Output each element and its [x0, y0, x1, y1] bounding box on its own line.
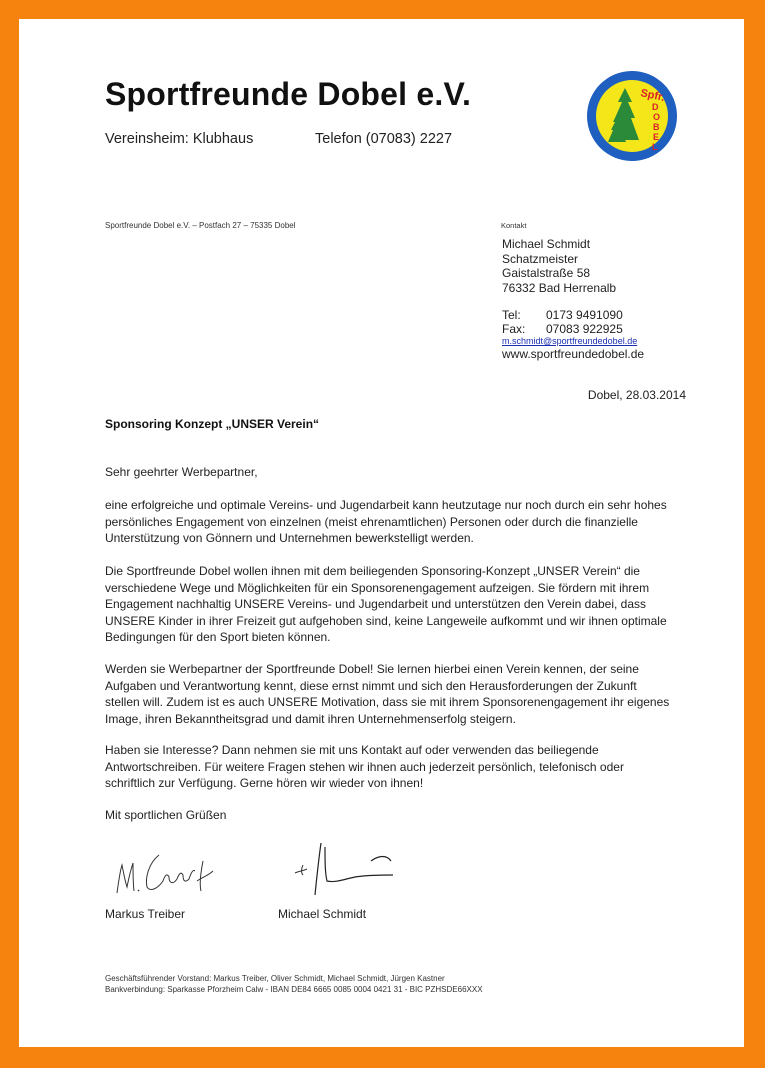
organization-title: Sportfreunde Dobel e.V. — [105, 76, 472, 112]
tel-number: 0173 9491090 — [546, 308, 623, 322]
sender-return-line: Sportfreunde Dobel e.V. – Postfach 27 – 75335 Dobel — [105, 221, 296, 230]
svg-text:Spfr.: Spfr. — [639, 87, 666, 105]
svg-text:L: L — [652, 142, 658, 152]
body-paragraph-3: Werden sie Werbepartner der Sportfreunde Dobel! Sie lernen hierbei einen Verein kennen, der seine Aufgaben und Verantwortung kennt, diese ernst nimmt und sich den Herausforderungen der Zukunft stellen will. Zudem ist es auch UNSERE Motivation, dass sie mit ihrem Sponsorenengagement ihr eigenes Image, ihren Bekanntheitsgrad und damit ihren Unternehmenserfolg steigern. — [105, 662, 670, 726]
letter-subject: Sponsoring Konzept „UNSER Verein“ — [105, 417, 320, 431]
footer-bank: Bankverbindung: Sparkasse Pforzheim Calw - IBAN DE84 6665 0085 0004 0421 31 - BIC PZHSDE66XXX — [105, 985, 483, 994]
club-logo — [586, 70, 678, 162]
clubhouse-text: Vereinsheim: Klubhaus — [105, 131, 254, 147]
contact-name: Michael Schmidt — [502, 237, 591, 251]
fax-label: Fax: — [502, 322, 526, 336]
svg-text:O: O — [653, 112, 661, 122]
contact-street: Gaistalstraße 58 — [502, 266, 591, 280]
contact-label: Kontakt — [501, 221, 527, 230]
letter-date: Dobel, 28.03.2014 — [587, 388, 686, 402]
letter-page — [19, 19, 744, 1047]
signature-schmidt — [285, 837, 397, 899]
svg-text:B: B — [653, 122, 660, 132]
contact-role: Schatzmeister — [502, 252, 579, 266]
body-paragraph-2: Die Sportfreunde Dobel wollen ihnen mit dem beiliegenden Sponsoring-Konzept „UNSER Verein“ die verschiedene Wege und Möglichkeiten für ein Sponsorenengagement aufzeigen. Sie fördern mit ihrem Engagement nachhaltig UNSERE Vereins- und Jugendarbeit und unterstützen den Verein dabei, dass UNSERE Kinder in ihrer Freizeit gut aufgehoben sind, keine Langeweile aufkommt und wir ihnen optimale Bedingungen für den Sport bieten können. — [105, 564, 667, 645]
svg-text:D: D — [652, 102, 659, 112]
fax-number: 07083 922925 — [546, 322, 623, 336]
footer-board: Geschäftsführender Vorstand: Markus Treiber, Oliver Schmidt, Michael Schmidt, Jürgen Kastner — [105, 974, 445, 983]
body-paragraph-4: Haben sie Interesse? Dann nehmen sie mit uns Kontakt auf oder verwenden das beiliegende Antwortschreiben. Für weitere Fragen stehen wir ihnen auch jederzeit persönlich, telefonisch oder schriftlich zur Verfügung. Gerne hören wir wieder von ihnen! — [105, 743, 624, 791]
body-paragraph-1: eine erfolgreiche und optimale Vereins- und Jugendarbeit kann heutzutage nur noch durch ein sehr hohes persönliches Engagement von einzelnen (meist ehrenamtlichen) Personen oder durch die finanzielle Unterstützung von Gönnern und Unternehmen bewerkstelligt werden. — [105, 498, 667, 546]
salutation: Sehr geehrter Werbepartner, — [105, 465, 258, 479]
closing: Mit sportlichen Grüßen — [105, 808, 227, 822]
tel-label: Tel: — [502, 308, 521, 322]
signature-treiber — [111, 841, 221, 901]
club-phone-text: Telefon (07083) 2227 — [315, 131, 453, 147]
signatory-treiber: Markus Treiber — [105, 907, 186, 921]
email-link[interactable]: m.schmidt@sportfreundedobel.de — [502, 336, 638, 346]
svg-text:E: E — [653, 132, 660, 142]
website-link[interactable]: www.sportfreundedobel.de — [502, 347, 645, 361]
contact-city: 76332 Bad Herrenalb — [502, 281, 617, 295]
signatory-schmidt: Michael Schmidt — [278, 907, 367, 921]
